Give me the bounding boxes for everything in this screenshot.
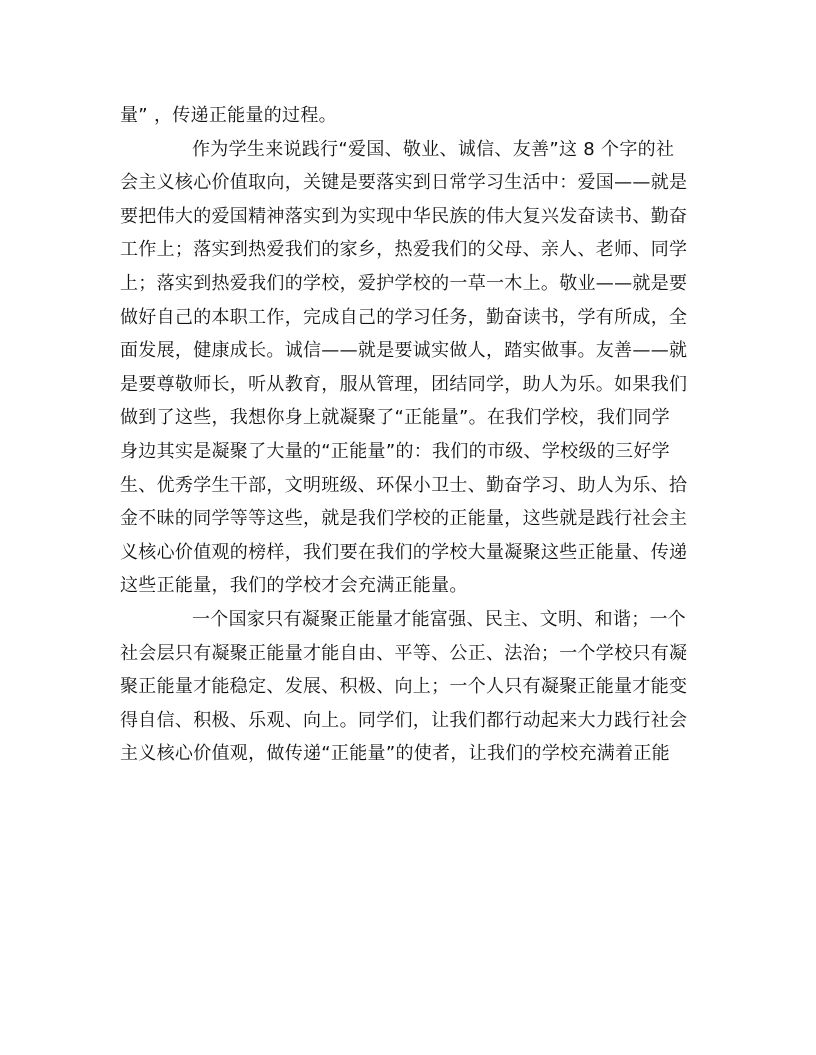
text-line-8: 面发展，健康成长。诚信——就是要诚实做人，踏实做事。友善——就: [120, 340, 688, 362]
text-line-10: 做到了这些，我想你身上就凝聚了“正能量”。在我们学校，我们同学: [120, 407, 670, 429]
text-line-19: 得自信、积极、乐观、向上。同学们，让我们都行动起来大力践行社会: [120, 709, 688, 731]
text-line-13: 金不昧的同学等等这些，就是我们学校的正能量，这些就是践行社会主: [120, 508, 688, 530]
text-line-6: 上；落实到热爱我们的学校，爱护学校的一草一木上。敬业——就是要: [120, 272, 688, 294]
text-line-18: 聚正能量才能稳定、发展、积极、向上；一个人只有凝聚正能量才能变: [120, 676, 688, 698]
text-line-2: 作为学生来说践行“爱国、敬业、诚信、友善”这 8 个字的社: [192, 138, 675, 160]
text-line-3: 会主义核心价值取向，关键是要落实到日常学习生活中：爱国——就是: [120, 172, 688, 194]
text-line-16: 一个国家只有凝聚正能量才能富强、民主、文明、和谐；一个: [192, 608, 687, 630]
text-line-17: 社会层只有凝聚正能量才能自由、平等、公正、法治；一个学校只有凝: [120, 642, 688, 664]
text-line-4: 要把伟大的爱国精神落实到为实现中华民族的伟大复兴发奋读书、勤奋: [120, 205, 688, 227]
text-line-12: 生、优秀学生干部，文明班级、环保小卫士、勤奋学习、助人为乐、拾: [120, 474, 688, 496]
text-line-15: 这些正能量，我们的学校才会充满正能量。: [120, 575, 468, 597]
document-body: [120, 99, 698, 771]
text-line-1: 量” ，传递正能量的过程。: [120, 105, 337, 126]
text-line-20: 主义核心价值观，做传递“正能量”的使者，让我们的学校充满着正能: [120, 743, 670, 765]
text-line-11: 身边其实是凝聚了大量的“正能量”的：我们的市级、学校级的三好学: [120, 440, 670, 462]
text-line-9: 是要尊敬师长，听从教育，服从管理，团结同学，助人为乐。如果我们: [120, 373, 688, 395]
text-line-5: 工作上；落实到热爱我们的家乡，热爱我们的父母、亲人、老师、同学: [120, 239, 688, 261]
text-line-14: 义核心价值观的榜样，我们要在我们的学校大量凝聚这些正能量、传递: [120, 541, 688, 563]
text-line-7: 做好自己的本职工作，完成自己的学习任务，勤奋读书，学有所成，全: [120, 306, 688, 328]
